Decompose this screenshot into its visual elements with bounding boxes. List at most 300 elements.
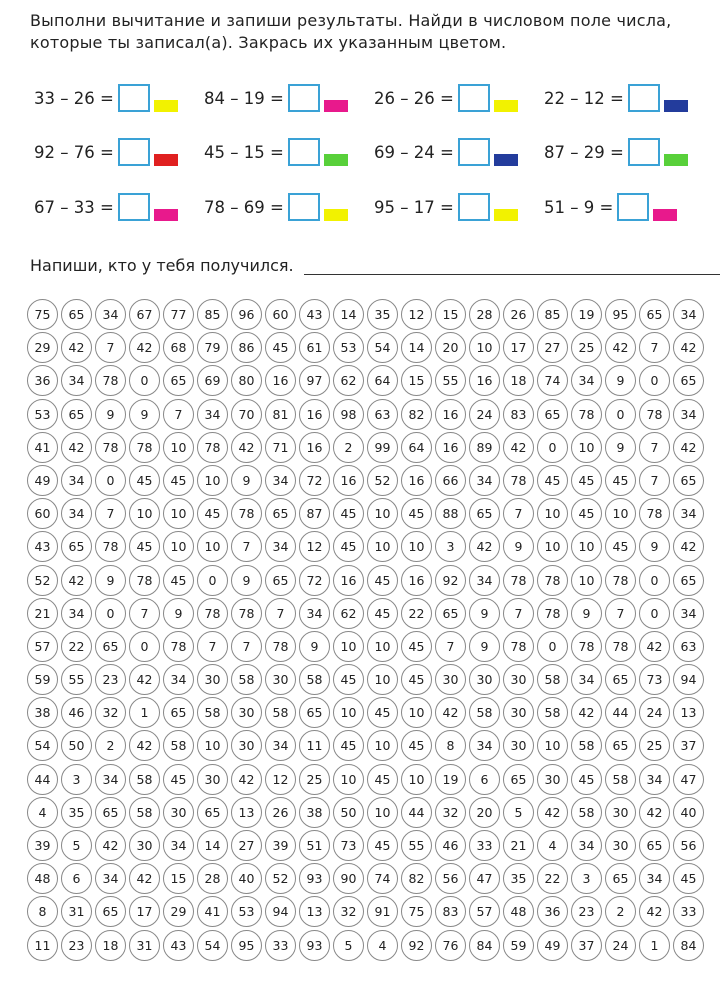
number-circle[interactable]: 16 [333, 465, 364, 496]
number-circle[interactable]: 12 [299, 531, 330, 562]
number-circle[interactable]: 37 [571, 930, 602, 961]
number-circle[interactable]: 94 [673, 664, 704, 695]
number-circle[interactable]: 10 [367, 498, 398, 529]
number-circle[interactable]: 6 [469, 764, 500, 795]
number-circle[interactable]: 32 [435, 797, 466, 828]
number-circle[interactable]: 22 [401, 598, 432, 629]
number-circle[interactable]: 5 [61, 830, 92, 861]
number-circle[interactable]: 85 [197, 299, 228, 330]
number-circle[interactable]: 10 [571, 531, 602, 562]
number-circle[interactable]: 78 [639, 498, 670, 529]
number-circle[interactable]: 7 [639, 432, 670, 463]
number-circle[interactable]: 84 [673, 930, 704, 961]
number-circle[interactable]: 10 [197, 465, 228, 496]
number-circle[interactable]: 58 [265, 697, 296, 728]
number-circle[interactable]: 9 [299, 631, 330, 662]
number-circle[interactable]: 34 [265, 465, 296, 496]
number-circle[interactable]: 1 [129, 697, 160, 728]
number-circle[interactable]: 45 [401, 730, 432, 761]
number-circle[interactable]: 30 [537, 764, 568, 795]
number-circle[interactable]: 16 [435, 432, 466, 463]
number-circle[interactable]: 42 [503, 432, 534, 463]
number-circle[interactable]: 82 [401, 863, 432, 894]
number-circle[interactable]: 78 [265, 631, 296, 662]
number-circle[interactable]: 16 [435, 399, 466, 430]
number-circle[interactable]: 30 [197, 764, 228, 795]
number-circle[interactable]: 78 [503, 565, 534, 596]
number-circle[interactable]: 92 [435, 565, 466, 596]
number-circle[interactable]: 80 [231, 365, 262, 396]
number-circle[interactable]: 78 [129, 565, 160, 596]
number-circle[interactable]: 33 [673, 896, 704, 927]
number-circle[interactable]: 25 [299, 764, 330, 795]
number-circle[interactable]: 35 [61, 797, 92, 828]
number-circle[interactable]: 26 [503, 299, 534, 330]
number-circle[interactable]: 34 [469, 565, 500, 596]
number-circle[interactable]: 30 [605, 830, 636, 861]
number-circle[interactable]: 78 [537, 598, 568, 629]
number-circle[interactable]: 42 [673, 432, 704, 463]
number-circle[interactable]: 78 [95, 365, 126, 396]
number-circle[interactable]: 16 [299, 432, 330, 463]
number-circle[interactable]: 33 [265, 930, 296, 961]
number-circle[interactable]: 34 [571, 365, 602, 396]
number-circle[interactable]: 65 [469, 498, 500, 529]
number-circle[interactable]: 30 [503, 697, 534, 728]
number-circle[interactable]: 42 [469, 531, 500, 562]
number-circle[interactable]: 43 [27, 531, 58, 562]
number-circle[interactable]: 65 [163, 697, 194, 728]
number-circle[interactable]: 78 [503, 465, 534, 496]
number-circle[interactable]: 67 [129, 299, 160, 330]
number-circle[interactable]: 42 [605, 332, 636, 363]
number-circle[interactable]: 49 [27, 465, 58, 496]
number-circle[interactable]: 42 [673, 332, 704, 363]
number-circle[interactable]: 5 [503, 797, 534, 828]
number-circle[interactable]: 21 [503, 830, 534, 861]
number-circle[interactable]: 0 [95, 465, 126, 496]
number-circle[interactable]: 45 [401, 664, 432, 695]
number-circle[interactable]: 45 [333, 730, 364, 761]
number-circle[interactable]: 93 [299, 863, 330, 894]
number-circle[interactable]: 9 [571, 598, 602, 629]
number-circle[interactable]: 62 [333, 598, 364, 629]
number-circle[interactable]: 74 [367, 863, 398, 894]
number-circle[interactable]: 27 [231, 830, 262, 861]
number-circle[interactable]: 55 [61, 664, 92, 695]
number-circle[interactable]: 65 [435, 598, 466, 629]
number-circle[interactable]: 56 [673, 830, 704, 861]
number-circle[interactable]: 10 [197, 531, 228, 562]
number-circle[interactable]: 43 [299, 299, 330, 330]
number-circle[interactable]: 30 [503, 664, 534, 695]
number-circle[interactable]: 35 [367, 299, 398, 330]
number-circle[interactable]: 10 [367, 797, 398, 828]
number-circle[interactable]: 45 [571, 465, 602, 496]
number-circle[interactable]: 60 [265, 299, 296, 330]
number-circle[interactable]: 4 [537, 830, 568, 861]
number-circle[interactable]: 50 [333, 797, 364, 828]
number-circle[interactable]: 83 [503, 399, 534, 430]
number-circle[interactable]: 52 [367, 465, 398, 496]
number-circle[interactable]: 24 [605, 930, 636, 961]
number-circle[interactable]: 17 [503, 332, 534, 363]
number-circle[interactable]: 3 [435, 531, 466, 562]
number-circle[interactable]: 10 [401, 531, 432, 562]
number-circle[interactable]: 42 [231, 432, 262, 463]
number-circle[interactable]: 42 [129, 730, 160, 761]
number-circle[interactable]: 21 [27, 598, 58, 629]
number-circle[interactable]: 42 [231, 764, 262, 795]
number-circle[interactable]: 53 [333, 332, 364, 363]
number-circle[interactable]: 76 [435, 930, 466, 961]
number-circle[interactable]: 65 [61, 399, 92, 430]
number-circle[interactable]: 58 [537, 664, 568, 695]
number-circle[interactable]: 10 [537, 498, 568, 529]
number-circle[interactable]: 45 [367, 764, 398, 795]
number-circle[interactable]: 20 [469, 797, 500, 828]
number-circle[interactable]: 45 [605, 531, 636, 562]
number-circle[interactable]: 45 [129, 531, 160, 562]
number-circle[interactable]: 16 [469, 365, 500, 396]
number-circle[interactable]: 44 [401, 797, 432, 828]
number-circle[interactable]: 45 [129, 465, 160, 496]
number-circle[interactable]: 53 [231, 896, 262, 927]
number-circle[interactable]: 45 [367, 830, 398, 861]
number-circle[interactable]: 92 [401, 930, 432, 961]
number-circle[interactable]: 10 [605, 498, 636, 529]
number-circle[interactable]: 42 [95, 830, 126, 861]
number-circle[interactable]: 19 [435, 764, 466, 795]
number-circle[interactable]: 7 [435, 631, 466, 662]
number-circle[interactable]: 78 [503, 631, 534, 662]
number-circle[interactable]: 10 [401, 697, 432, 728]
number-circle[interactable]: 60 [27, 498, 58, 529]
number-circle[interactable]: 9 [605, 365, 636, 396]
answer-box[interactable] [288, 84, 320, 112]
number-circle[interactable]: 30 [231, 697, 262, 728]
number-circle[interactable]: 85 [537, 299, 568, 330]
number-circle[interactable]: 75 [401, 896, 432, 927]
number-circle[interactable]: 36 [27, 365, 58, 396]
number-circle[interactable]: 34 [673, 498, 704, 529]
answer-box[interactable] [288, 193, 320, 221]
number-circle[interactable]: 18 [95, 930, 126, 961]
number-circle[interactable]: 10 [537, 730, 568, 761]
number-circle[interactable]: 98 [333, 399, 364, 430]
number-circle[interactable]: 70 [231, 399, 262, 430]
number-circle[interactable]: 65 [95, 631, 126, 662]
number-circle[interactable]: 45 [163, 565, 194, 596]
number-circle[interactable]: 7 [639, 332, 670, 363]
number-circle[interactable]: 7 [197, 631, 228, 662]
number-circle[interactable]: 0 [129, 631, 160, 662]
answer-box[interactable] [118, 138, 150, 166]
answer-box[interactable] [458, 84, 490, 112]
number-circle[interactable]: 34 [265, 730, 296, 761]
number-circle[interactable]: 47 [469, 863, 500, 894]
number-circle[interactable]: 10 [163, 432, 194, 463]
number-circle[interactable]: 82 [401, 399, 432, 430]
number-circle[interactable]: 45 [401, 498, 432, 529]
number-circle[interactable]: 0 [639, 565, 670, 596]
number-circle[interactable]: 65 [537, 399, 568, 430]
number-circle[interactable]: 41 [27, 432, 58, 463]
number-circle[interactable]: 65 [503, 764, 534, 795]
number-circle[interactable]: 78 [605, 631, 636, 662]
number-circle[interactable]: 10 [469, 332, 500, 363]
number-circle[interactable]: 30 [231, 730, 262, 761]
number-circle[interactable]: 10 [571, 432, 602, 463]
number-circle[interactable]: 7 [163, 399, 194, 430]
number-circle[interactable]: 38 [299, 797, 330, 828]
answer-box[interactable] [617, 193, 649, 221]
number-circle[interactable]: 78 [605, 565, 636, 596]
number-circle[interactable]: 28 [469, 299, 500, 330]
number-circle[interactable]: 45 [401, 631, 432, 662]
number-circle[interactable]: 25 [639, 730, 670, 761]
number-circle[interactable]: 30 [503, 730, 534, 761]
number-circle[interactable]: 31 [61, 896, 92, 927]
number-circle[interactable]: 34 [639, 863, 670, 894]
number-circle[interactable]: 34 [469, 730, 500, 761]
number-circle[interactable]: 65 [299, 697, 330, 728]
number-circle[interactable]: 73 [333, 830, 364, 861]
number-circle[interactable]: 0 [129, 365, 160, 396]
number-circle[interactable]: 45 [571, 498, 602, 529]
number-circle[interactable]: 51 [299, 830, 330, 861]
number-circle[interactable]: 0 [197, 565, 228, 596]
number-circle[interactable]: 9 [95, 399, 126, 430]
number-circle[interactable]: 78 [163, 631, 194, 662]
answer-box[interactable] [118, 193, 150, 221]
number-circle[interactable]: 7 [639, 465, 670, 496]
number-circle[interactable]: 58 [129, 764, 160, 795]
number-circle[interactable]: 45 [163, 465, 194, 496]
number-circle[interactable]: 42 [61, 432, 92, 463]
number-circle[interactable]: 2 [333, 432, 364, 463]
number-circle[interactable]: 23 [571, 896, 602, 927]
number-circle[interactable]: 45 [333, 664, 364, 695]
number-circle[interactable]: 0 [537, 432, 568, 463]
answer-box[interactable] [288, 138, 320, 166]
number-circle[interactable]: 42 [639, 631, 670, 662]
number-circle[interactable]: 78 [639, 399, 670, 430]
number-circle[interactable]: 34 [61, 598, 92, 629]
number-circle[interactable]: 12 [401, 299, 432, 330]
number-circle[interactable]: 58 [163, 730, 194, 761]
number-circle[interactable]: 94 [265, 896, 296, 927]
number-circle[interactable]: 7 [605, 598, 636, 629]
number-circle[interactable]: 19 [571, 299, 602, 330]
number-circle[interactable]: 44 [605, 697, 636, 728]
number-circle[interactable]: 65 [673, 565, 704, 596]
number-circle[interactable]: 77 [163, 299, 194, 330]
number-circle[interactable]: 6 [61, 863, 92, 894]
number-circle[interactable]: 87 [299, 498, 330, 529]
number-circle[interactable]: 91 [367, 896, 398, 927]
number-circle[interactable]: 9 [639, 531, 670, 562]
number-circle[interactable]: 4 [367, 930, 398, 961]
number-circle[interactable]: 12 [265, 764, 296, 795]
number-circle[interactable]: 52 [265, 863, 296, 894]
number-circle[interactable]: 42 [639, 896, 670, 927]
number-circle[interactable]: 23 [95, 664, 126, 695]
number-circle[interactable]: 10 [333, 697, 364, 728]
number-circle[interactable]: 65 [639, 299, 670, 330]
number-circle[interactable]: 74 [537, 365, 568, 396]
number-circle[interactable]: 78 [231, 498, 262, 529]
number-circle[interactable]: 47 [673, 764, 704, 795]
number-circle[interactable]: 90 [333, 863, 364, 894]
number-circle[interactable]: 9 [95, 565, 126, 596]
number-circle[interactable]: 65 [605, 664, 636, 695]
number-circle[interactable]: 54 [197, 930, 228, 961]
number-circle[interactable]: 42 [639, 797, 670, 828]
number-circle[interactable]: 30 [197, 664, 228, 695]
number-circle[interactable]: 78 [231, 598, 262, 629]
number-circle[interactable]: 36 [537, 896, 568, 927]
number-circle[interactable]: 78 [571, 399, 602, 430]
number-circle[interactable]: 42 [129, 863, 160, 894]
number-circle[interactable]: 79 [197, 332, 228, 363]
number-circle[interactable]: 95 [605, 299, 636, 330]
number-circle[interactable]: 13 [673, 697, 704, 728]
number-circle[interactable]: 95 [231, 930, 262, 961]
number-circle[interactable]: 97 [299, 365, 330, 396]
number-circle[interactable]: 22 [61, 631, 92, 662]
number-circle[interactable]: 65 [265, 498, 296, 529]
number-circle[interactable]: 42 [61, 565, 92, 596]
number-circle[interactable]: 89 [469, 432, 500, 463]
number-circle[interactable]: 28 [197, 863, 228, 894]
number-circle[interactable]: 59 [503, 930, 534, 961]
answer-box[interactable] [628, 84, 660, 112]
number-circle[interactable]: 42 [571, 697, 602, 728]
number-circle[interactable]: 58 [605, 764, 636, 795]
number-circle[interactable]: 42 [435, 697, 466, 728]
number-circle[interactable]: 52 [27, 565, 58, 596]
number-circle[interactable]: 65 [673, 365, 704, 396]
number-circle[interactable]: 9 [163, 598, 194, 629]
number-circle[interactable]: 88 [435, 498, 466, 529]
number-circle[interactable]: 10 [367, 631, 398, 662]
number-circle[interactable]: 39 [265, 830, 296, 861]
number-circle[interactable]: 48 [27, 863, 58, 894]
number-circle[interactable]: 34 [673, 299, 704, 330]
number-circle[interactable]: 29 [163, 896, 194, 927]
number-circle[interactable]: 25 [571, 332, 602, 363]
number-circle[interactable]: 10 [367, 730, 398, 761]
number-circle[interactable]: 57 [27, 631, 58, 662]
number-circle[interactable]: 34 [197, 399, 228, 430]
number-circle[interactable]: 0 [605, 399, 636, 430]
number-circle[interactable]: 45 [197, 498, 228, 529]
number-circle[interactable]: 45 [367, 565, 398, 596]
number-circle[interactable]: 10 [537, 531, 568, 562]
answer-line[interactable] [304, 258, 720, 275]
number-circle[interactable]: 45 [333, 531, 364, 562]
number-circle[interactable]: 59 [27, 664, 58, 695]
number-circle[interactable]: 71 [265, 432, 296, 463]
number-circle[interactable]: 30 [469, 664, 500, 695]
number-circle[interactable]: 13 [231, 797, 262, 828]
number-circle[interactable]: 65 [605, 730, 636, 761]
number-circle[interactable]: 9 [129, 399, 160, 430]
answer-box[interactable] [118, 84, 150, 112]
number-circle[interactable]: 35 [503, 863, 534, 894]
number-circle[interactable]: 46 [435, 830, 466, 861]
number-circle[interactable]: 34 [61, 365, 92, 396]
number-circle[interactable]: 15 [435, 299, 466, 330]
number-circle[interactable]: 30 [435, 664, 466, 695]
number-circle[interactable]: 84 [469, 930, 500, 961]
number-circle[interactable]: 45 [673, 863, 704, 894]
number-circle[interactable]: 58 [197, 697, 228, 728]
number-circle[interactable]: 30 [163, 797, 194, 828]
number-circle[interactable]: 27 [537, 332, 568, 363]
number-circle[interactable]: 58 [537, 697, 568, 728]
number-circle[interactable]: 31 [129, 930, 160, 961]
number-circle[interactable]: 72 [299, 465, 330, 496]
number-circle[interactable]: 34 [469, 465, 500, 496]
number-circle[interactable]: 9 [469, 631, 500, 662]
number-circle[interactable]: 45 [367, 697, 398, 728]
number-circle[interactable]: 65 [639, 830, 670, 861]
number-circle[interactable]: 45 [265, 332, 296, 363]
number-circle[interactable]: 16 [401, 565, 432, 596]
number-circle[interactable]: 73 [639, 664, 670, 695]
number-circle[interactable]: 65 [61, 531, 92, 562]
number-circle[interactable]: 34 [163, 664, 194, 695]
number-circle[interactable]: 64 [367, 365, 398, 396]
number-circle[interactable]: 10 [163, 498, 194, 529]
number-circle[interactable]: 24 [639, 697, 670, 728]
number-circle[interactable]: 34 [95, 764, 126, 795]
number-circle[interactable]: 65 [61, 299, 92, 330]
number-circle[interactable]: 58 [571, 797, 602, 828]
number-circle[interactable]: 78 [197, 598, 228, 629]
number-circle[interactable]: 37 [673, 730, 704, 761]
answer-box[interactable] [458, 138, 490, 166]
number-circle[interactable]: 96 [231, 299, 262, 330]
number-circle[interactable]: 3 [61, 764, 92, 795]
number-circle[interactable]: 58 [469, 697, 500, 728]
number-circle[interactable]: 55 [435, 365, 466, 396]
number-circle[interactable]: 78 [571, 631, 602, 662]
number-circle[interactable]: 7 [265, 598, 296, 629]
number-circle[interactable]: 33 [469, 830, 500, 861]
number-circle[interactable]: 45 [333, 498, 364, 529]
number-circle[interactable]: 7 [129, 598, 160, 629]
number-circle[interactable]: 65 [673, 465, 704, 496]
number-circle[interactable]: 11 [27, 930, 58, 961]
number-circle[interactable]: 46 [61, 697, 92, 728]
number-circle[interactable]: 78 [95, 531, 126, 562]
number-circle[interactable]: 9 [503, 531, 534, 562]
number-circle[interactable]: 34 [571, 830, 602, 861]
number-circle[interactable]: 38 [27, 697, 58, 728]
number-circle[interactable]: 9 [605, 432, 636, 463]
number-circle[interactable]: 30 [605, 797, 636, 828]
number-circle[interactable]: 3 [571, 863, 602, 894]
number-circle[interactable]: 42 [129, 664, 160, 695]
number-circle[interactable]: 78 [95, 432, 126, 463]
number-circle[interactable]: 7 [95, 332, 126, 363]
number-circle[interactable]: 4 [27, 797, 58, 828]
number-circle[interactable]: 7 [503, 498, 534, 529]
number-circle[interactable]: 61 [299, 332, 330, 363]
